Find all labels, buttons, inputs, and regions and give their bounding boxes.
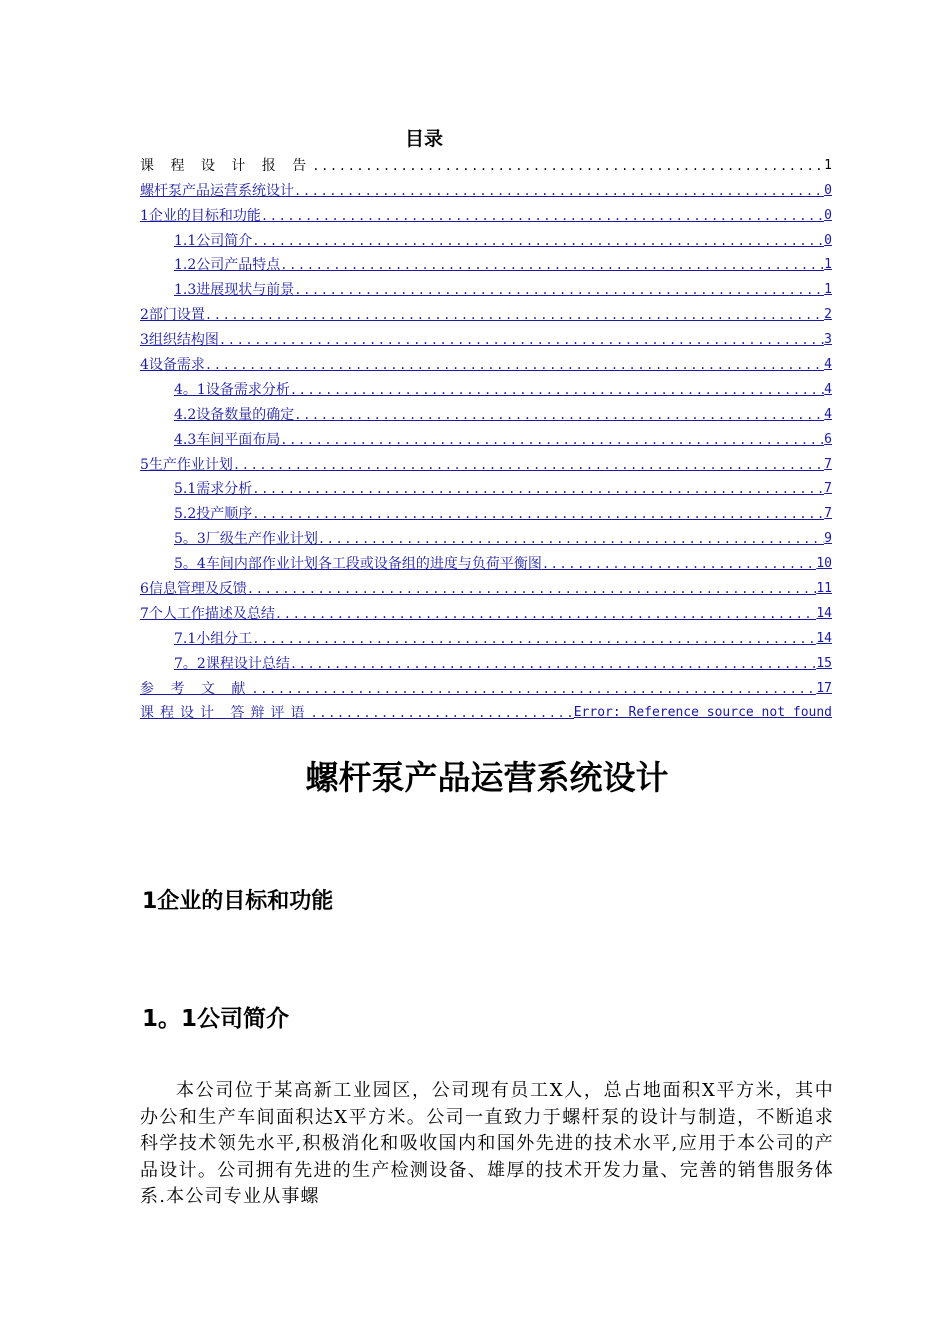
toc-leader-dots <box>294 281 824 299</box>
toc-leader-dots <box>290 655 817 673</box>
toc-leader-dots <box>261 207 824 225</box>
toc-entry-page: 9 <box>824 531 832 547</box>
toc-entry-page: 17 <box>816 680 832 696</box>
toc-entry-label: 1.1公司简介 <box>174 232 253 249</box>
toc-leader-dots <box>247 580 816 598</box>
toc-entry[interactable] <box>140 374 832 399</box>
toc-entry-page: 2 <box>824 307 832 323</box>
toc-leader-dots <box>252 505 824 523</box>
toc-entry-label: 课 程 设 计 报 告 <box>140 157 313 174</box>
toc-entry[interactable] <box>140 498 832 523</box>
toc-entry[interactable] <box>140 598 832 623</box>
toc-leader-dots <box>318 530 824 548</box>
toc-entry[interactable] <box>140 623 832 648</box>
toc-entry[interactable] <box>140 324 832 349</box>
toc-entry[interactable] <box>140 250 832 275</box>
toc-entry-label: 7个人工作描述及总结 <box>140 605 275 622</box>
toc-entry[interactable] <box>140 573 832 598</box>
toc-entry-label: 螺杆泵产品运营系统设计 <box>140 182 294 199</box>
toc-entry-page: 11 <box>816 581 832 597</box>
toc-entry[interactable] <box>140 449 832 474</box>
toc-leader-dots <box>280 256 824 274</box>
toc-entry-page: Error: Reference source not found <box>573 705 832 721</box>
toc-entry-label: 7.1小组分工 <box>174 630 253 647</box>
toc-leader-dots <box>252 480 824 498</box>
toc-entry-label: 4.3车间平面布局 <box>174 431 281 448</box>
toc-entry-label: 3组织结构图 <box>140 332 219 349</box>
toc-leader-dots <box>252 232 824 250</box>
toc-entry[interactable] <box>140 200 832 225</box>
toc-entry[interactable] <box>140 673 832 698</box>
document-title: 螺杆泵产品运营系统设计 <box>305 758 669 797</box>
toc-entry-page: 4 <box>824 381 832 397</box>
toc-entry-label: 参 考 文 献 <box>140 680 252 697</box>
toc-entry <box>140 150 832 175</box>
toc-entry-label: 2部门设置 <box>140 307 205 324</box>
toc-entry-page: 0 <box>824 182 832 198</box>
toc-entry[interactable] <box>140 274 832 299</box>
toc-entry-page: 10 <box>816 556 832 572</box>
toc-entry-page: 3 <box>824 332 832 348</box>
toc-entry[interactable] <box>140 648 832 673</box>
toc-entry[interactable] <box>140 399 832 424</box>
toc-leader-dots <box>205 306 824 324</box>
toc-entry-page: 14 <box>816 630 832 646</box>
toc-entry-page: 0 <box>824 207 832 223</box>
toc-entry-page: 7 <box>824 506 832 522</box>
toc-entry-page: 7 <box>824 481 832 497</box>
toc-entry-label: 5.2投产顺序 <box>174 506 253 523</box>
toc-entry-label: 4设备需求 <box>140 357 205 374</box>
section-heading-1-1: 1。1公司简介 <box>142 1006 290 1032</box>
toc-leader-dots <box>233 456 824 474</box>
toc-entry-label: 5。3厂级生产作业计划 <box>174 531 318 548</box>
toc-entry[interactable] <box>140 175 832 200</box>
toc-entry[interactable] <box>140 698 832 723</box>
toc-entry-page: 6 <box>824 431 832 447</box>
toc-entry[interactable] <box>140 523 832 548</box>
section-heading-1: 1企业的目标和功能 <box>142 889 334 914</box>
toc-entry-page: 0 <box>824 232 832 248</box>
toc-entry-label: 1企业的目标和功能 <box>140 207 261 224</box>
toc-leader-dots <box>205 356 824 374</box>
toc-entry[interactable] <box>140 548 832 573</box>
toc-entry-label: 7。2课程设计总结 <box>174 655 290 672</box>
toc-leader-dots <box>251 680 816 698</box>
toc-entry-label: 4.2设备数量的确定 <box>174 406 295 423</box>
toc-entry[interactable] <box>140 349 832 374</box>
toc-entry-page: 15 <box>816 655 832 671</box>
toc-leader-dots <box>280 431 824 449</box>
toc-entry-page: 14 <box>816 605 832 621</box>
toc-entry-page: 7 <box>824 456 832 472</box>
toc-entry[interactable] <box>140 225 832 250</box>
toc-leader-dots <box>294 182 824 200</box>
toc-entry-label: 1.2公司产品特点 <box>174 257 281 274</box>
toc-entry-page: 4 <box>824 357 832 373</box>
toc-leader-dots <box>294 406 824 424</box>
toc-entry-page: 1 <box>824 282 832 298</box>
toc-entry-label: 1.3进展现状与前景 <box>174 282 295 299</box>
toc-entry-label: 5.1需求分析 <box>174 481 253 498</box>
toc-entry-page: 4 <box>824 406 832 422</box>
toc-entry[interactable] <box>140 474 832 499</box>
table-of-contents <box>140 150 832 722</box>
toc-entry[interactable] <box>140 299 832 324</box>
toc-leader-dots <box>542 555 817 573</box>
toc-leader-dots <box>219 331 824 349</box>
toc-leader-dots <box>312 157 824 175</box>
toc-entry-label: 5。4车间内部作业计划各工段或设备组的进度与负荷平衡图 <box>174 556 542 573</box>
toc-entry-page: 1 <box>824 157 832 173</box>
body-paragraph: 本公司位于某高新工业园区，公司现有员工X人，总占地面积X平方米，其中办公和生产车间面积达X平方米。公司一直致力于螺杆泵的设计与制造，不断追求科学技术领先水平,积极消化和吸收国内和国外先进的技术水平,应用于本公司的产品设计。公司拥有先进的生产检测设备、雄厚的技术开发力量、完善的销售服务体系.本公司专业从事螺 <box>140 1080 834 1207</box>
toc-entry[interactable] <box>140 424 832 449</box>
toc-entry-label: 5生产作业计划 <box>140 456 233 473</box>
toc-leader-dots <box>310 704 573 722</box>
toc-leader-dots <box>290 381 824 399</box>
toc-entry-label: 6信息管理及反馈 <box>140 581 247 598</box>
toc-leader-dots <box>252 630 816 648</box>
toc-entry-page: 1 <box>824 257 832 273</box>
toc-leader-dots <box>275 605 816 623</box>
toc-entry-label: 课程设计 答辩评语 <box>140 705 311 722</box>
toc-title: 目录 <box>404 128 443 150</box>
toc-entry-label: 4。1设备需求分析 <box>174 381 290 398</box>
